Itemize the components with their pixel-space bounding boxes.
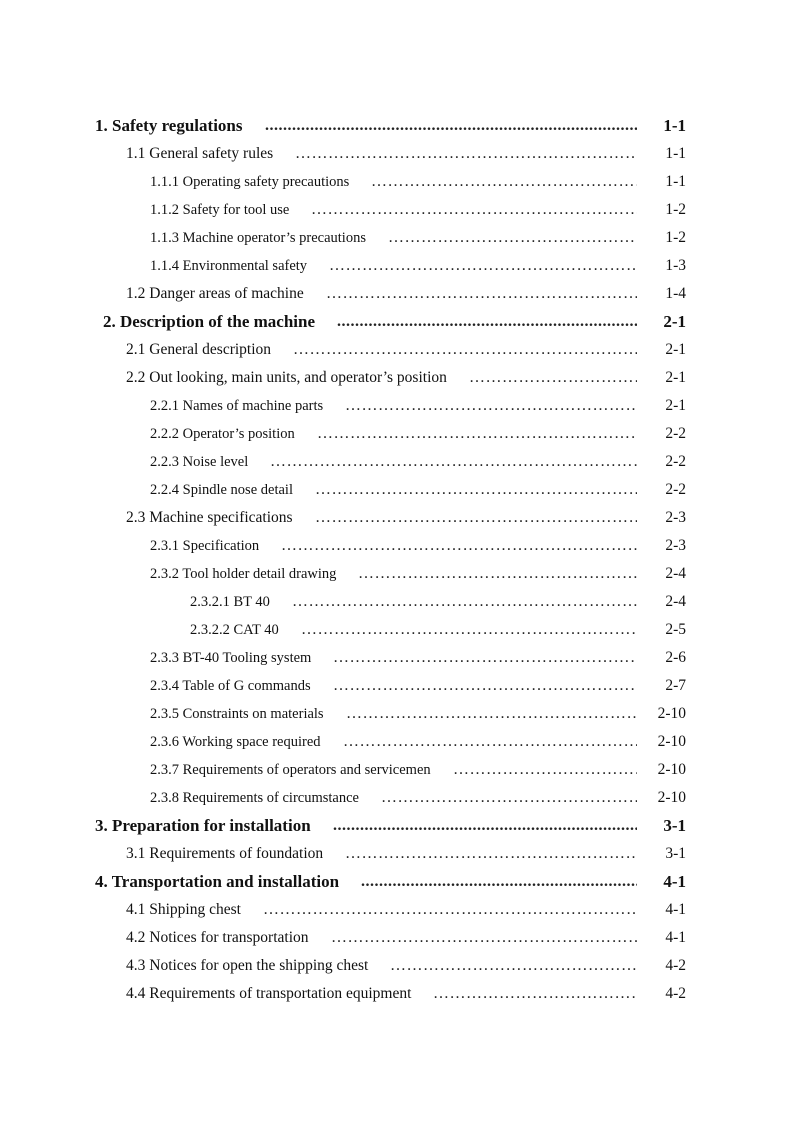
toc-entry-title	[126, 140, 273, 168]
toc-entry	[0, 112, 793, 140]
toc-entry-number: 1.1	[126, 145, 146, 162]
toc-entry-number: 2.3.7	[150, 762, 179, 778]
toc-leader-dots	[329, 252, 637, 280]
toc-entry	[0, 588, 793, 616]
toc-leader-dots	[371, 168, 637, 196]
toc-entry-text: BT-40 Tooling system	[182, 650, 312, 666]
toc-leader-dots	[358, 560, 637, 588]
toc-entry-page: 4-2	[665, 985, 686, 1002]
toc-leader-dots	[315, 476, 637, 504]
toc-entry-title	[150, 532, 259, 560]
toc-entry	[0, 196, 793, 224]
toc-entry-page: 2-1	[665, 341, 686, 358]
toc-entry-page: 1-1	[665, 173, 686, 190]
toc-entry-page: 1-2	[665, 201, 686, 218]
toc-entry-page: 1-3	[665, 257, 686, 274]
toc-entry	[0, 616, 793, 644]
toc-entry-page: 2-10	[657, 761, 686, 778]
toc-entry-page: 2-2	[665, 453, 686, 470]
toc-entry	[0, 336, 793, 364]
toc-entry	[0, 420, 793, 448]
toc-entry	[0, 644, 793, 672]
toc-entry-title	[103, 308, 315, 336]
toc-entry-text: Machine specifications	[149, 509, 293, 526]
toc-entry-number: 2.2.3	[150, 454, 179, 470]
toc-entry-number: 1.1.4	[150, 258, 179, 274]
toc-entry-title	[190, 616, 279, 644]
toc-leader-dots	[381, 784, 637, 812]
toc-entry-title	[150, 672, 311, 700]
toc-entry-title	[126, 896, 241, 924]
toc-entry-title	[126, 840, 323, 868]
toc-entry-number: 4.	[95, 872, 108, 891]
toc-entry-text: Danger areas of machine	[149, 285, 304, 302]
table-of-contents	[0, 112, 793, 1008]
toc-entry-text: Table of G commands	[182, 678, 311, 694]
toc-entry-title	[126, 504, 293, 532]
toc-entry	[0, 532, 793, 560]
toc-leader-dots	[361, 868, 637, 896]
toc-entry-text: Constraints on materials	[182, 706, 324, 722]
toc-entry	[0, 980, 793, 1008]
toc-entry-number: 2.2.2	[150, 426, 179, 442]
toc-entry-text: Safety regulations	[112, 116, 243, 135]
toc-entry-text: Tool holder detail drawing	[182, 566, 337, 582]
toc-entry-page: 4-1	[665, 901, 686, 918]
toc-leader-dots	[301, 616, 637, 644]
toc-entry-text: Requirements of foundation	[149, 845, 324, 862]
toc-entry-text: Requirements of circumstance	[182, 790, 359, 806]
toc-entry-page: 1-1	[663, 116, 686, 135]
toc-entry-title	[126, 336, 271, 364]
toc-entry-text: Spindle nose detail	[182, 482, 293, 498]
toc-leader-dots	[270, 448, 637, 476]
toc-entry	[0, 672, 793, 700]
toc-leader-dots	[337, 308, 637, 336]
toc-leader-dots	[345, 840, 637, 868]
toc-entry-page: 4-1	[665, 929, 686, 946]
toc-entry-number: 1.1.1	[150, 174, 179, 190]
toc-entry	[0, 224, 793, 252]
toc-entry-title	[150, 476, 293, 504]
toc-entry	[0, 560, 793, 588]
toc-entry-number: 2.3.6	[150, 734, 179, 750]
toc-leader-dots	[317, 420, 637, 448]
toc-leader-dots	[333, 672, 637, 700]
toc-entry	[0, 812, 793, 840]
toc-leader-dots	[292, 588, 637, 616]
toc-entry	[0, 364, 793, 392]
toc-entry-page: 3-1	[663, 816, 686, 835]
toc-leader-dots	[333, 644, 637, 672]
toc-entry-text: Description of the machine	[120, 312, 316, 331]
toc-entry-text: General description	[149, 341, 272, 358]
toc-leader-dots	[390, 952, 637, 980]
toc-leader-dots	[331, 924, 637, 952]
toc-entry-number: 1.1.2	[150, 202, 179, 218]
toc-entry-title	[150, 644, 311, 672]
toc-entry-page: 2-2	[665, 425, 686, 442]
toc-entry-text: Working space required	[182, 734, 321, 750]
toc-entry	[0, 168, 793, 196]
toc-entry-text: Notices for open the shipping chest	[149, 957, 369, 974]
toc-entry-number: 2.	[103, 312, 116, 331]
toc-entry	[0, 308, 793, 336]
toc-entry-page: 2-1	[665, 397, 686, 414]
toc-entry	[0, 140, 793, 168]
toc-entry-text: Requirements of operators and servicemen	[182, 762, 431, 778]
toc-entry-text: Machine operator’s precautions	[182, 230, 366, 246]
toc-entry	[0, 728, 793, 756]
toc-entry-number: 3.	[95, 816, 108, 835]
toc-entry	[0, 280, 793, 308]
toc-entry-page: 1-2	[665, 229, 686, 246]
toc-entry-number: 4.2	[126, 929, 146, 946]
toc-entry	[0, 952, 793, 980]
toc-entry-text: Out looking, main units, and operator’s position	[149, 369, 447, 386]
toc-entry	[0, 756, 793, 784]
toc-entry-title	[150, 252, 307, 280]
toc-entry-title	[150, 392, 323, 420]
toc-entry-title	[95, 868, 339, 896]
toc-entry-text: General safety rules	[149, 145, 274, 162]
toc-entry-number: 2.2.1	[150, 398, 179, 414]
toc-entry	[0, 868, 793, 896]
toc-entry-title	[150, 784, 359, 812]
toc-entry-number: 2.2.4	[150, 482, 179, 498]
toc-entry-text: Requirements of transportation equipment	[149, 985, 412, 1002]
toc-entry-number: 1.1.3	[150, 230, 179, 246]
toc-entry-title	[126, 280, 304, 308]
toc-entry-number: 2.3.2.1	[190, 594, 230, 610]
toc-leader-dots	[295, 140, 637, 168]
toc-entry-title	[150, 196, 289, 224]
toc-entry-title	[126, 980, 411, 1008]
toc-entry-page: 2-1	[665, 369, 686, 386]
toc-entry-page: 2-5	[665, 621, 686, 638]
toc-entry-page: 2-4	[665, 593, 686, 610]
toc-entry-page: 2-1	[663, 312, 686, 331]
toc-entry-number: 2.3.8	[150, 790, 179, 806]
toc-entry-page: 2-3	[665, 509, 686, 526]
toc-entry-number: 1.2	[126, 285, 146, 302]
toc-entry-text: Environmental safety	[182, 258, 308, 274]
toc-leader-dots	[346, 700, 637, 728]
toc-entry-number: 2.3.5	[150, 706, 179, 722]
toc-entry-text: Specification	[182, 538, 260, 554]
toc-entry-page: 2-2	[665, 481, 686, 498]
toc-entry-text: Noise level	[182, 454, 249, 470]
toc-entry-title	[126, 924, 309, 952]
toc-entry-text: Safety for tool use	[182, 202, 290, 218]
toc-entry-number: 4.4	[126, 985, 146, 1002]
toc-entry-number: 4.1	[126, 901, 146, 918]
toc-entry	[0, 784, 793, 812]
toc-entry	[0, 840, 793, 868]
toc-entry-title	[150, 560, 336, 588]
toc-entry	[0, 924, 793, 952]
toc-entry-text: CAT 40	[233, 622, 279, 638]
toc-leader-dots	[333, 812, 637, 840]
toc-leader-dots	[293, 336, 637, 364]
toc-entry-page: 2-10	[657, 733, 686, 750]
toc-leader-dots	[345, 392, 637, 420]
toc-entry	[0, 896, 793, 924]
toc-entry-page: 2-6	[665, 649, 686, 666]
toc-entry-title	[150, 448, 248, 476]
toc-entry-page: 2-3	[665, 537, 686, 554]
toc-entry-title	[126, 364, 447, 392]
toc-entry-text: BT 40	[233, 594, 270, 610]
toc-leader-dots	[263, 896, 637, 924]
toc-entry-number: 2.3.2	[150, 566, 179, 582]
toc-entry-number: 2.3	[126, 509, 146, 526]
toc-entry-title	[190, 588, 270, 616]
toc-entry-text: Transportation and installation	[111, 872, 340, 891]
toc-leader-dots	[311, 196, 637, 224]
toc-entry-number: 2.3.3	[150, 650, 179, 666]
toc-entry-title	[150, 728, 321, 756]
toc-leader-dots	[453, 756, 637, 784]
toc-entry-page: 1-1	[665, 145, 686, 162]
toc-leader-dots	[469, 364, 637, 392]
toc-entry-page: 2-7	[665, 677, 686, 694]
toc-entry	[0, 252, 793, 280]
toc-entry-page: 2-10	[657, 789, 686, 806]
toc-entry-number: 2.1	[126, 341, 146, 358]
toc-leader-dots	[326, 280, 637, 308]
toc-entry-page: 1-4	[665, 285, 686, 302]
toc-leader-dots	[315, 504, 637, 532]
toc-entry-title	[95, 112, 243, 140]
toc-leader-dots	[343, 728, 637, 756]
toc-entry-title	[150, 700, 324, 728]
toc-entry-title	[95, 812, 311, 840]
toc-entry-number: 4.3	[126, 957, 146, 974]
toc-entry-text: Operating safety precautions	[182, 174, 350, 190]
toc-entry-text: Operator’s position	[182, 426, 295, 442]
toc-entry-text: Preparation for installation	[112, 816, 311, 835]
toc-entry-number: 2.3.4	[150, 678, 179, 694]
toc-entry-page: 2-10	[657, 705, 686, 722]
toc-entry-title	[150, 420, 295, 448]
toc-entry-number: 3.1	[126, 845, 146, 862]
toc-entry-title	[150, 756, 431, 784]
toc-entry	[0, 504, 793, 532]
toc-entry-number: 2.2	[126, 369, 146, 386]
toc-entry-number: 1.	[95, 116, 108, 135]
toc-entry-text: Shipping chest	[149, 901, 241, 918]
toc-entry	[0, 700, 793, 728]
toc-entry-page: 2-4	[665, 565, 686, 582]
toc-entry	[0, 392, 793, 420]
toc-entry-title	[126, 952, 368, 980]
toc-entry-page: 4-2	[665, 957, 686, 974]
toc-leader-dots	[281, 532, 637, 560]
toc-leader-dots	[388, 224, 637, 252]
toc-entry	[0, 448, 793, 476]
toc-entry-text: Notices for transportation	[149, 929, 309, 946]
toc-leader-dots	[433, 980, 637, 1008]
toc-entry-number: 2.3.1	[150, 538, 179, 554]
toc-entry-title	[150, 168, 349, 196]
toc-entry	[0, 476, 793, 504]
toc-entry-title	[150, 224, 366, 252]
toc-entry-text: Names of machine parts	[182, 398, 324, 414]
toc-leader-dots	[265, 112, 637, 140]
toc-entry-page: 4-1	[663, 872, 686, 891]
toc-entry-number: 2.3.2.2	[190, 622, 230, 638]
toc-entry-page: 3-1	[665, 845, 686, 862]
